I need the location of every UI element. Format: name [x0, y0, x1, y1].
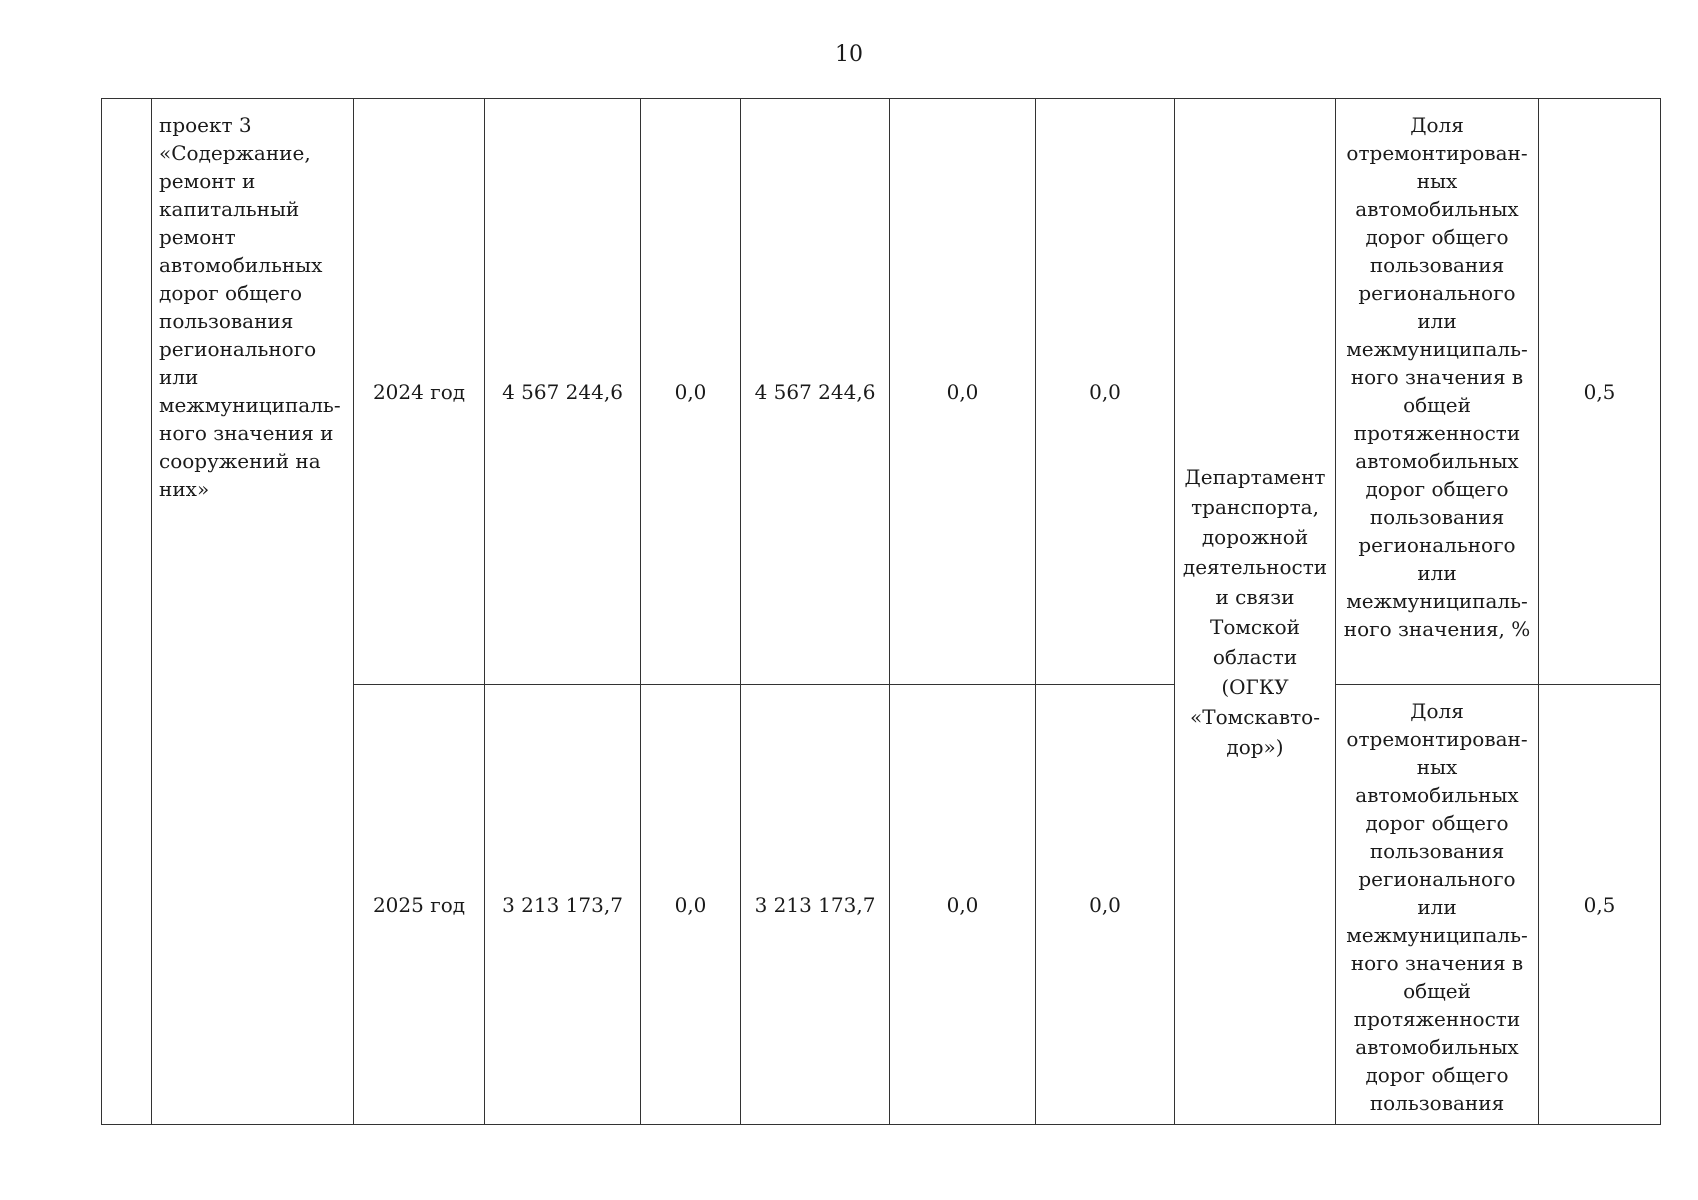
indicator-value-cell: 0,5 — [1539, 99, 1661, 685]
index-cell — [102, 99, 152, 1125]
value-cell: 0,0 — [890, 99, 1036, 685]
value-cell: 0,0 — [1036, 685, 1175, 1125]
year-cell: 2025 год — [354, 685, 485, 1125]
value-cell: 0,0 — [890, 685, 1036, 1125]
value-cell: 0,0 — [641, 685, 741, 1125]
total-cell: 4 567 244,6 — [485, 99, 641, 685]
department-cell: Департамент транспорта, дорожной деятельности и связи Томской области (ОГКУ «Томскавто- дор») — [1175, 99, 1336, 1125]
indicator-cell: Доля отремонтирован- ных автомобильных дорог общего пользования регионального или межмуниципаль- ного значения в общей протяженности автомобильных дорог общего пользования — [1336, 685, 1539, 1125]
year-cell: 2024 год — [354, 99, 485, 685]
indicator-cell: Доля отремонтирован- ных автомобильных дорог общего пользования регионального или межмуниципаль- ного значения в общей протяженности автомобильных дорог общего пользования регионального или межмуниципаль- ного значения, % — [1336, 99, 1539, 685]
page-number: 10 — [835, 42, 863, 67]
value-cell: 0,0 — [641, 99, 741, 685]
project-name-cell: проект 3 «Содержание, ремонт и капитальный ремонт автомобильных дорог общего пользования регионального или межмуниципаль- ного значения и сооружений на них» — [152, 99, 354, 1125]
value-cell: 0,0 — [1036, 99, 1175, 685]
value-cell: 4 567 244,6 — [741, 99, 890, 685]
total-cell: 3 213 173,7 — [485, 685, 641, 1125]
indicator-value-cell: 0,5 — [1539, 685, 1661, 1125]
budget-table — [101, 98, 1661, 1125]
table-row — [102, 99, 1661, 685]
value-cell: 3 213 173,7 — [741, 685, 890, 1125]
